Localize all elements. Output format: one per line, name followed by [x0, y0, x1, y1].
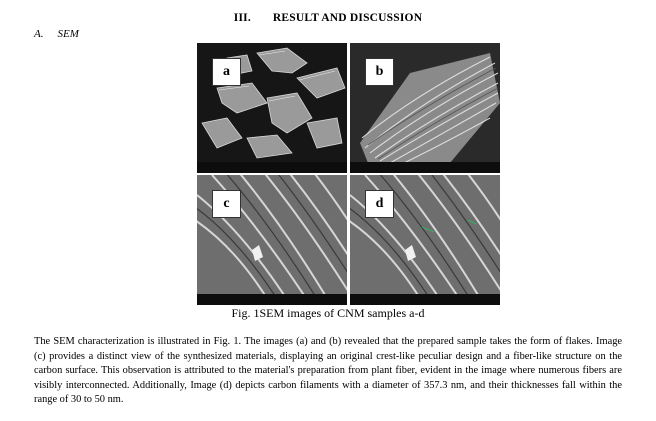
subsection-number: A. [34, 28, 44, 40]
section-number: III. [233, 12, 251, 24]
panel-label-d: d [365, 190, 394, 218]
sem-panel-c [197, 175, 347, 305]
panel-label-c: c [212, 190, 241, 218]
sem-info-bar [350, 294, 500, 305]
subsection-title: SEM [57, 28, 79, 40]
sem-figure [197, 43, 500, 305]
sem-info-bar [197, 162, 347, 173]
body-paragraph: The SEM characterization is illustrated in Fig. 1. The images (a) and (b) revealed that the prepared sample takes the form of flakes. Image (c) provides a distinct view of the synthesized materials, displaying an original crest-like peculiar design and a fiber-like structure on the carbon surface. This observation is attributed to the material's preparation from plant fiber, evident in the image where numerous fibers are visibly interconnected. Additionally, Image (d) depicts carbon filaments with a diameter of 357.3 nm, and their thicknesses fall within the range of 30 to 50 nm. [34, 336, 622, 406]
sem-info-bar [197, 294, 347, 305]
subsection-heading [34, 28, 79, 40]
sem-panel-b [350, 43, 500, 173]
panel-label-b: b [365, 58, 394, 86]
section-title: RESULT AND DISCUSSION [272, 12, 423, 24]
panel-label-a: a [212, 58, 241, 86]
sem-info-bar [350, 162, 500, 173]
figure-caption: Fig. 1SEM images of CNM samples a-d [231, 306, 425, 320]
section-heading [0, 12, 656, 24]
sem-panel-d [350, 175, 500, 305]
sem-panel-a [197, 43, 347, 173]
